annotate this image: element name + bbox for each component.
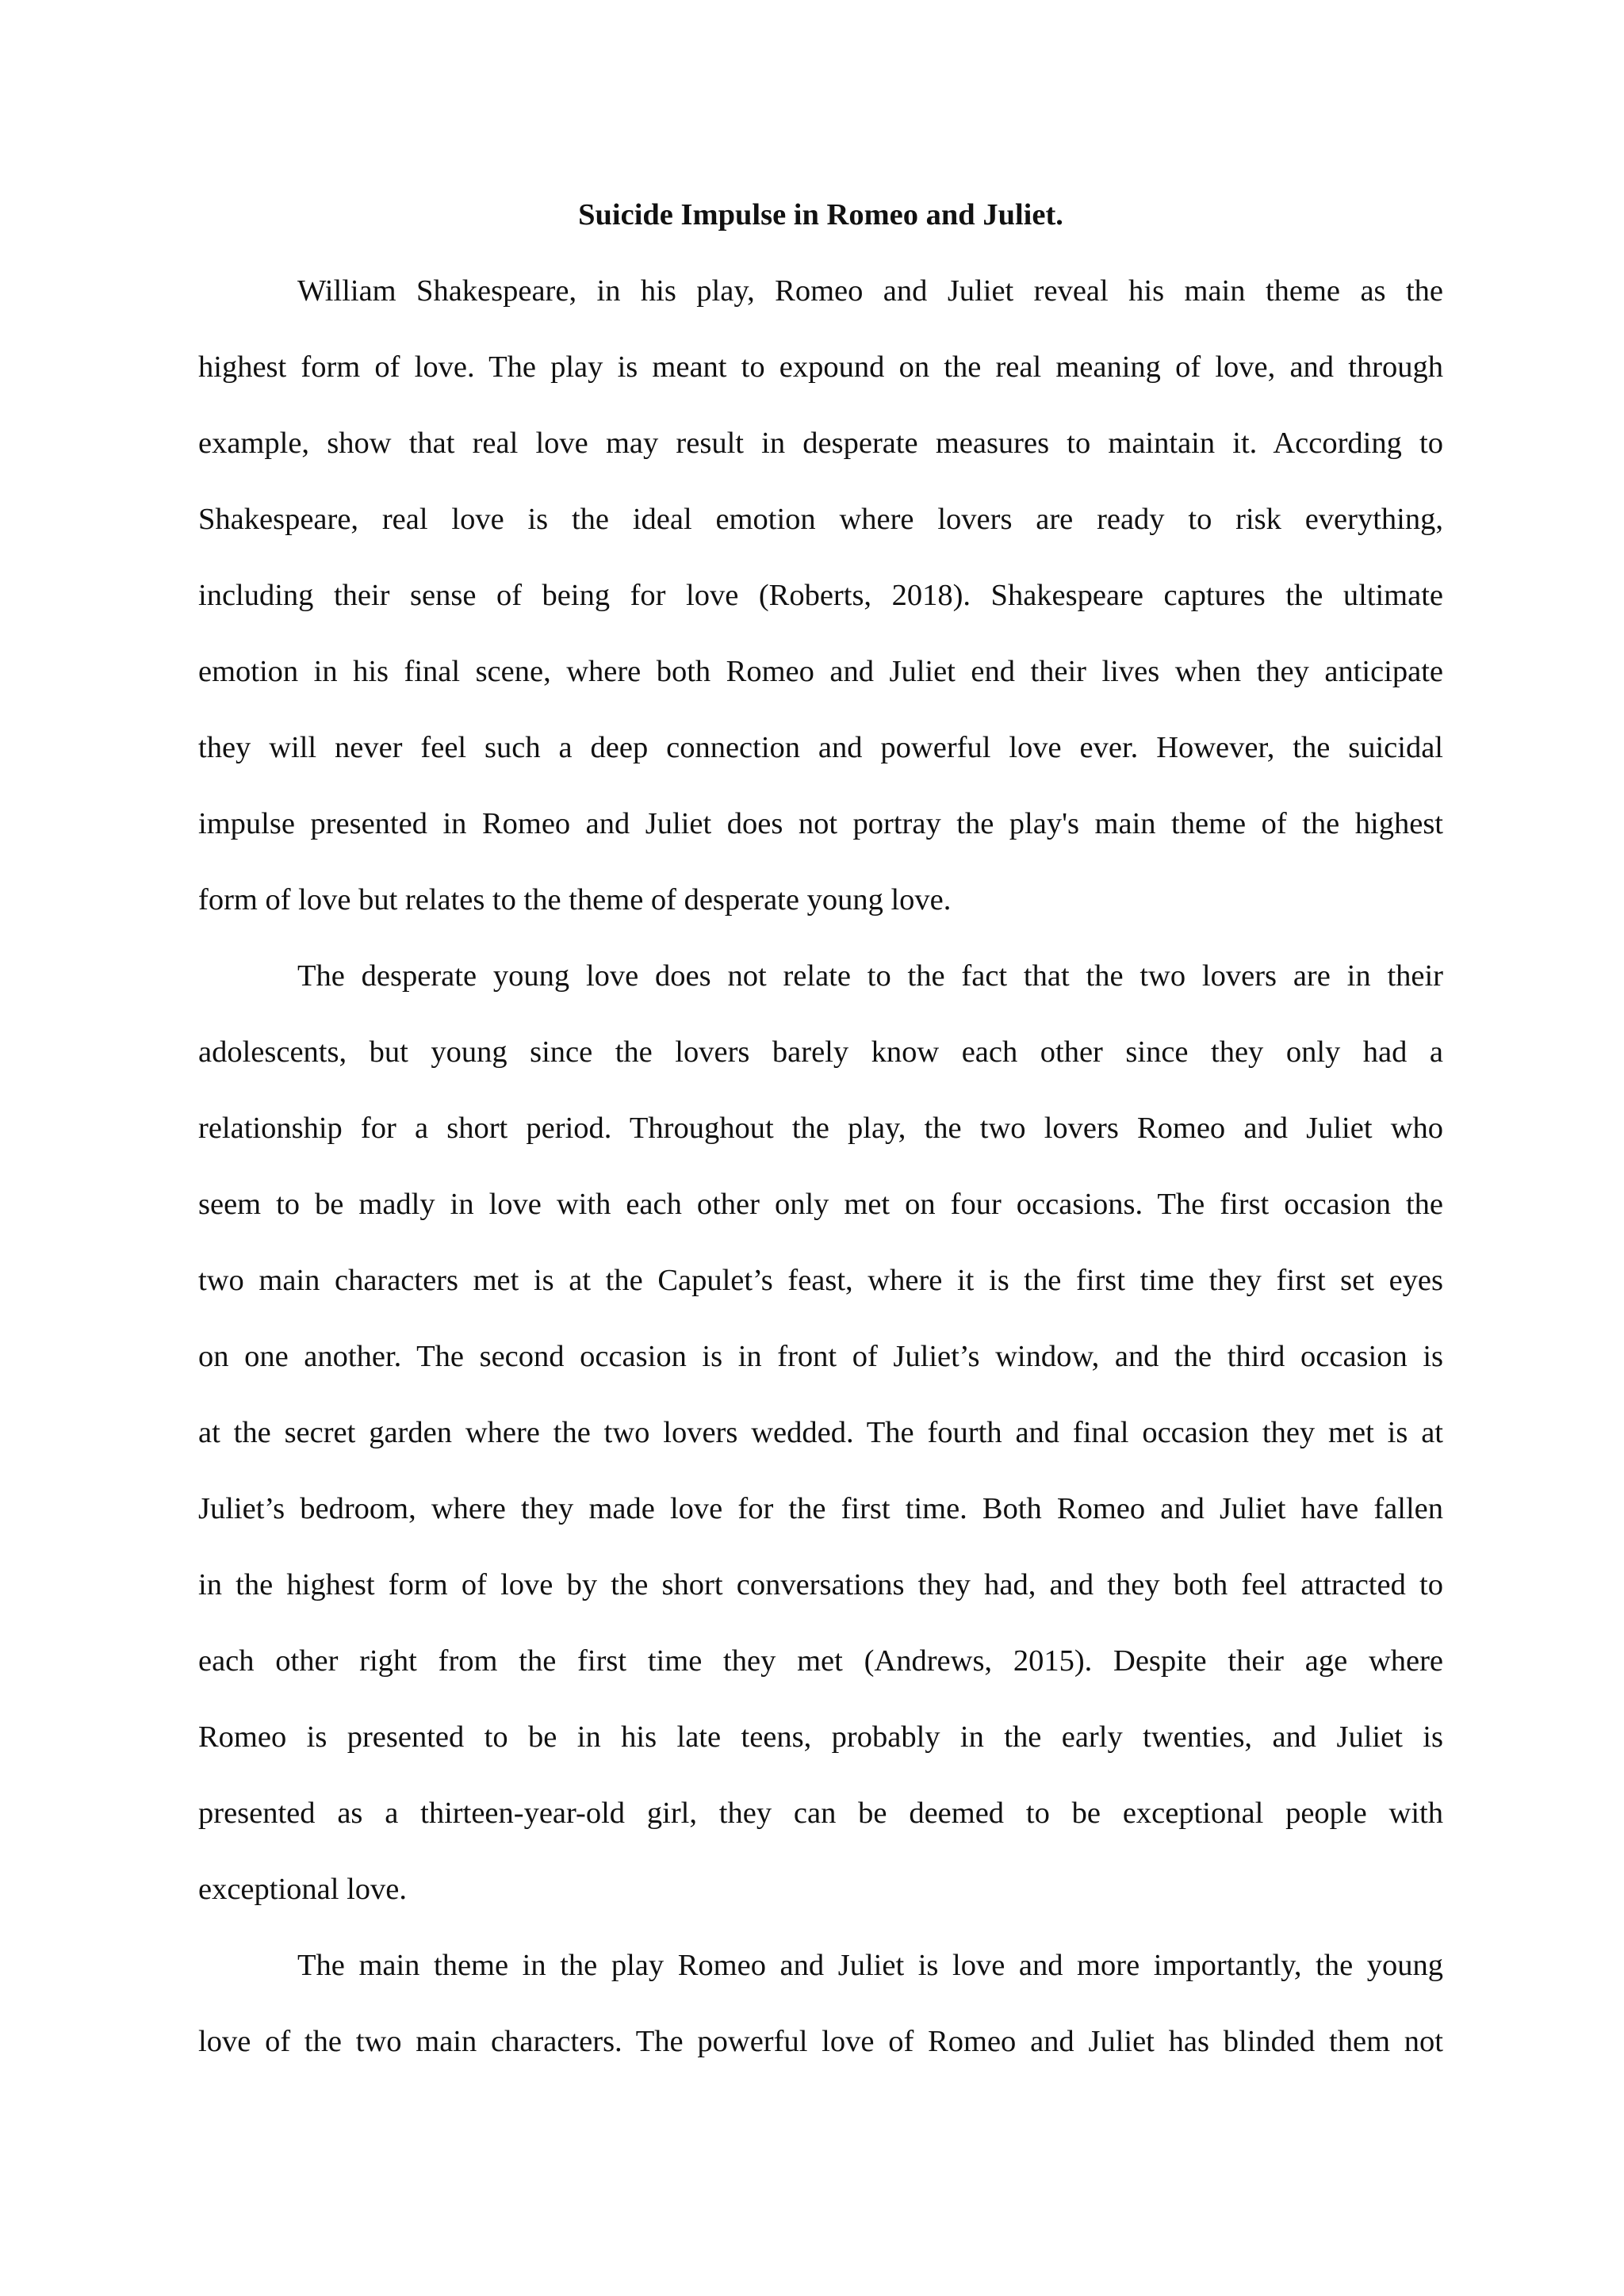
paragraph-line: example, show that real love may result in desperate measures to maintain it. According to [198, 427, 1443, 460]
paragraph-line: seem to be madly in love with each other only met on four occasions. The first occasion the [198, 1188, 1443, 1221]
paragraph-line: The desperate young love does not relate to the fact that the two lovers are in their [297, 959, 1443, 993]
paragraph-line: two main characters met is at the Capulet’s feast, where it is the first time they first set eyes [198, 1264, 1443, 1297]
paragraph-line: including their sense of being for love (Roberts, 2018). Shakespeare captures the ultimate [198, 579, 1443, 612]
paragraph-line: highest form of love. The play is meant to expound on the real meaning of love, and through [198, 350, 1443, 384]
paragraph-line: Shakespeare, real love is the ideal emotion where lovers are ready to risk everything, [198, 503, 1443, 536]
paragraph-2 [198, 955, 1443, 1945]
paragraph-line: Romeo is presented to be in his late teens, probably in the early twenties, and Juliet is [198, 1720, 1443, 1754]
paragraph-line: emotion in his final scene, where both Romeo and Juliet end their lives when they anticipate [198, 655, 1443, 688]
paragraph-line: Juliet’s bedroom, where they made love for the first time. Both Romeo and Juliet have fallen [198, 1492, 1443, 1525]
paragraph-line: on one another. The second occasion is in front of Juliet’s window, and the third occasion is [198, 1340, 1443, 1373]
paragraph-line: adolescents, but young since the lovers barely know each other since they only had a [198, 1035, 1443, 1069]
paragraph-line: at the secret garden where the two lovers wedded. The fourth and final occasion they met is at [198, 1416, 1443, 1449]
paragraph-line: impulse presented in Romeo and Juliet does not portray the play's main theme of the highest [198, 807, 1443, 840]
paragraph-1 [198, 270, 1443, 955]
paragraph-3 [198, 1945, 1443, 2097]
paragraph-line: form of love but relates to the theme of desperate young love. [198, 883, 952, 916]
paragraph-line: in the highest form of love by the short conversations they had, and they both feel attracted to [198, 1568, 1443, 1601]
paragraph-line: relationship for a short period. Throughout the play, the two lovers Romeo and Juliet who [198, 1112, 1443, 1145]
document-body [198, 194, 1443, 2097]
paragraph-line: presented as a thirteen-year-old girl, they can be deemed to be exceptional people with [198, 1797, 1443, 1830]
paragraph-line: exceptional love. [198, 1873, 407, 1906]
paragraph-line: love of the two main characters. The powerful love of Romeo and Juliet has blinded them not [198, 2025, 1443, 2058]
paragraph-line: each other right from the first time they met (Andrews, 2015). Despite their age where [198, 1644, 1443, 1678]
paragraph-line: William Shakespeare, in his play, Romeo and Juliet reveal his main theme as the [297, 274, 1443, 308]
document-title: Suicide Impulse in Romeo and Juliet. [578, 198, 1063, 232]
paragraph-line: they will never feel such a deep connection and powerful love ever. However, the suicidal [198, 731, 1443, 764]
paragraph-line: The main theme in the play Romeo and Juliet is love and more importantly, the young [297, 1949, 1443, 1982]
